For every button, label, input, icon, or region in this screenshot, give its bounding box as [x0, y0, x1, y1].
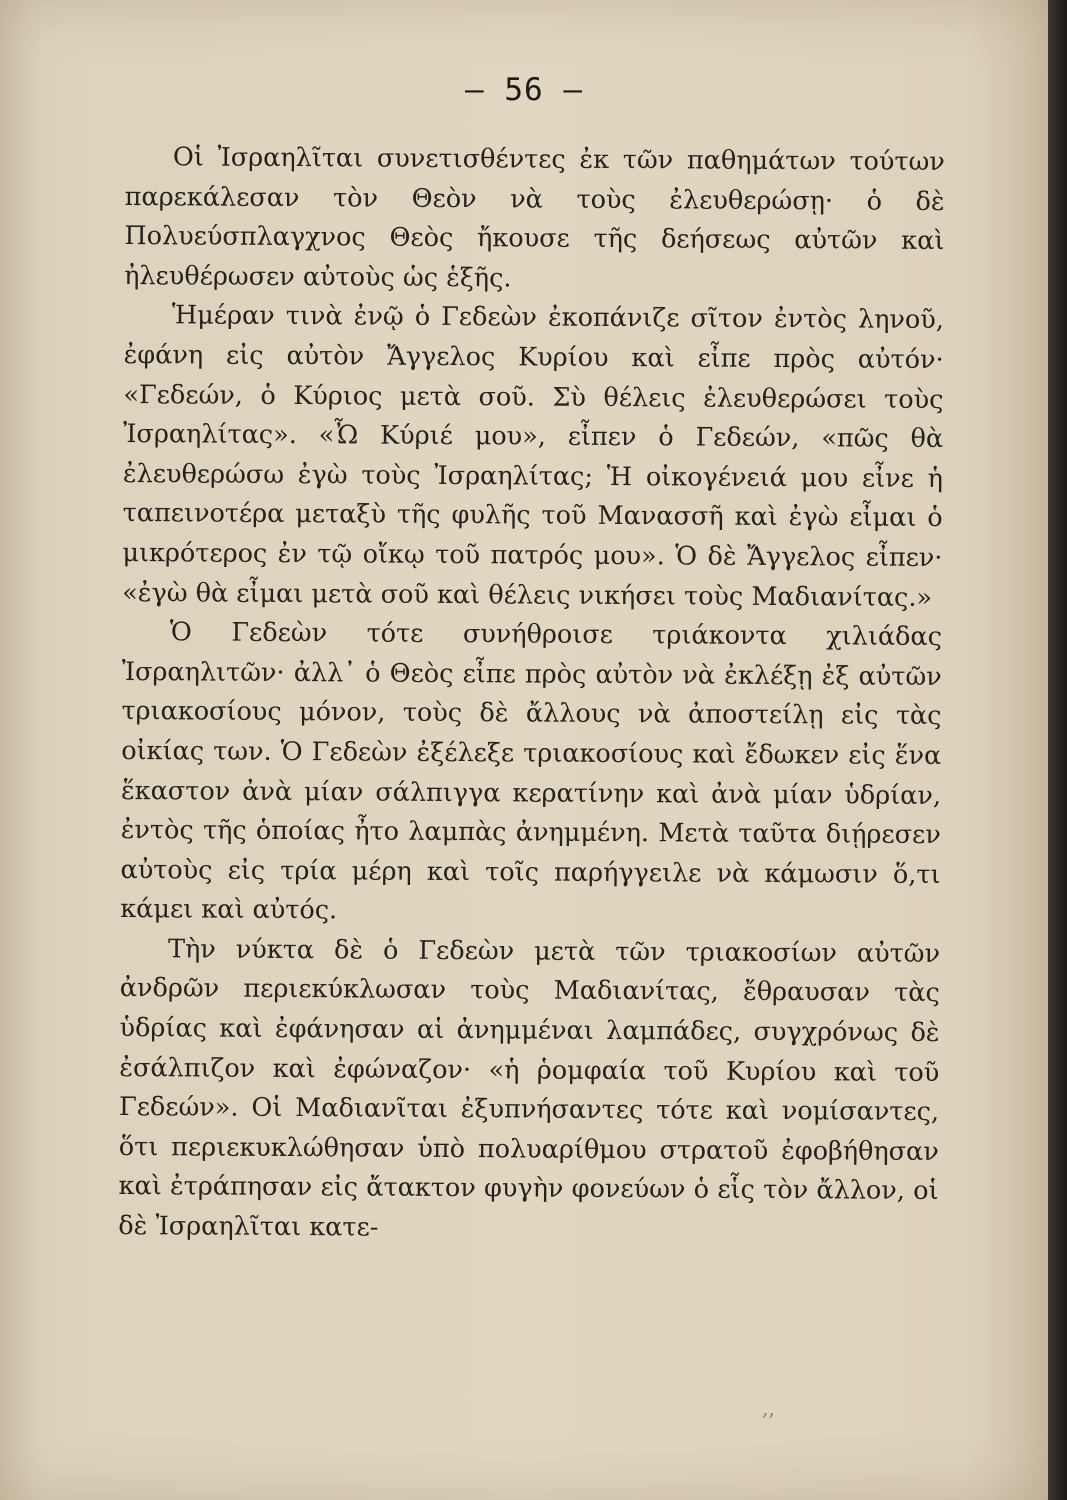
paragraph-2: Ἡμέραν τινὰ ἐνῷ ὁ Γεδεὼν ἐκοπάνιζε σῖτον ἐντὸς ληνοῦ, ἐφάνη εἰς αὐτὸν Ἄγγελος Κυρίου καὶ εἶπε πρὸς αὐτόν· «Γεδεών, ὁ Κύριος μετὰ σοῦ. Σὺ θέλεις ἐλευθερώσει τοὺς Ἰσραηλίτας». «Ὦ Κύριέ μου», εἶπεν ὁ Γεδεών, «πῶς θὰ ἐλευθερώσω ἐγὼ τοὺς Ἰσραηλίτας; Ἡ οἰκογένειά μου εἶνε ἡ ταπεινοτέρα μεταξὺ τῆς φυλῆς τοῦ Μανασσῆ καὶ ἐγὼ εἶμαι ὁ μικρότερος ἐν τῷ οἴκῳ τοῦ πατρός μου». Ὁ δὲ Ἄγγελος εἶπεν· «ἐγὼ θὰ εἶμαι μετὰ σοῦ καὶ θέλεις νικήσει τοὺς Μαδιανίτας.» [122, 300, 944, 613]
page-number: — 56 — [465, 72, 583, 108]
book-spine-edge [1048, 0, 1067, 1500]
paragraph-1: Οἱ Ἰσραηλῖται συνετισθέντες ἐκ τῶν παθημάτων τούτων παρεκάλεσαν τὸν Θεὸν νὰ τοὺς ἐλευθερώσῃ· ὁ δὲ Πολυεύσπλαγχνος Θεὸς ἤκουσε τῆς δεήσεως αὐτῶν καὶ ἠλευθέρωσεν αὐτοὺς ὡς ἑξῆς. [124, 142, 945, 294]
margin-mark: ‚‚ [762, 1396, 775, 1420]
paragraph-3: Ὁ Γεδεὼν τότε συνήθροισε τριάκοντα χιλιάδας Ἰσραηλιτῶν· ἀλλ᾽ ὁ Θεὸς εἶπε πρὸς αὐτὸν νὰ ἐκλέξῃ ἐξ αὐτῶν τριακοσίους μόνον, τοὺς δὲ ἄλλους νὰ ἀποστείλῃ εἰς τὰς οἰκίας των. Ὁ Γεδεὼν ἐξέλεξε τριακοσίους καὶ ἔδωκεν εἰς ἕνα ἕκαστον ἀνὰ μίαν σάλπιγγα κερατίνην καὶ ἀνὰ μίαν ὑδρίαν, ἐντὸς τῆς ὁποίας ἦτο λαμπὰς ἀνημμένη. Μετὰ ταῦτα διῄρεσεν αὐτοὺς εἰς τρία μέρη καὶ τοῖς παρήγγειλε νὰ κάμωσιν ὅ,τι κάμει καὶ αὐτός. [120, 617, 943, 926]
body-text [118, 138, 945, 1252]
paragraph-4: Τὴν νύκτα δὲ ὁ Γεδεὼν μετὰ τῶν τριακοσίων αὐτῶν ἀνδρῶν περιεκύκλωσαν τοὺς Μαδιανίτας, ἔθραυσαν τὰς ὑδρίας καὶ ἐφάνησαν αἱ ἀνημμέναι λαμπάδες, συγχρόνως δὲ ἐσάλπιζον καὶ ἐφώναζον· «ἡ ῥομφαία τοῦ Κυρίου καὶ τοῦ Γεδεών». Οἱ Μαδιανῖται ἐξυπνήσαντες τότε καὶ νομίσαντες, ὅτι περιεκυκλώθησαν ὑπὸ πολυαρίθμου στρατοῦ ἐφοβήθησαν καὶ ἐτράπησαν εἰς ἄτακτον φυγὴν φονεύων ὁ εἷς τὸν ἄλλον, οἱ δὲ Ἰσραηλῖται κατε- [118, 934, 941, 1243]
